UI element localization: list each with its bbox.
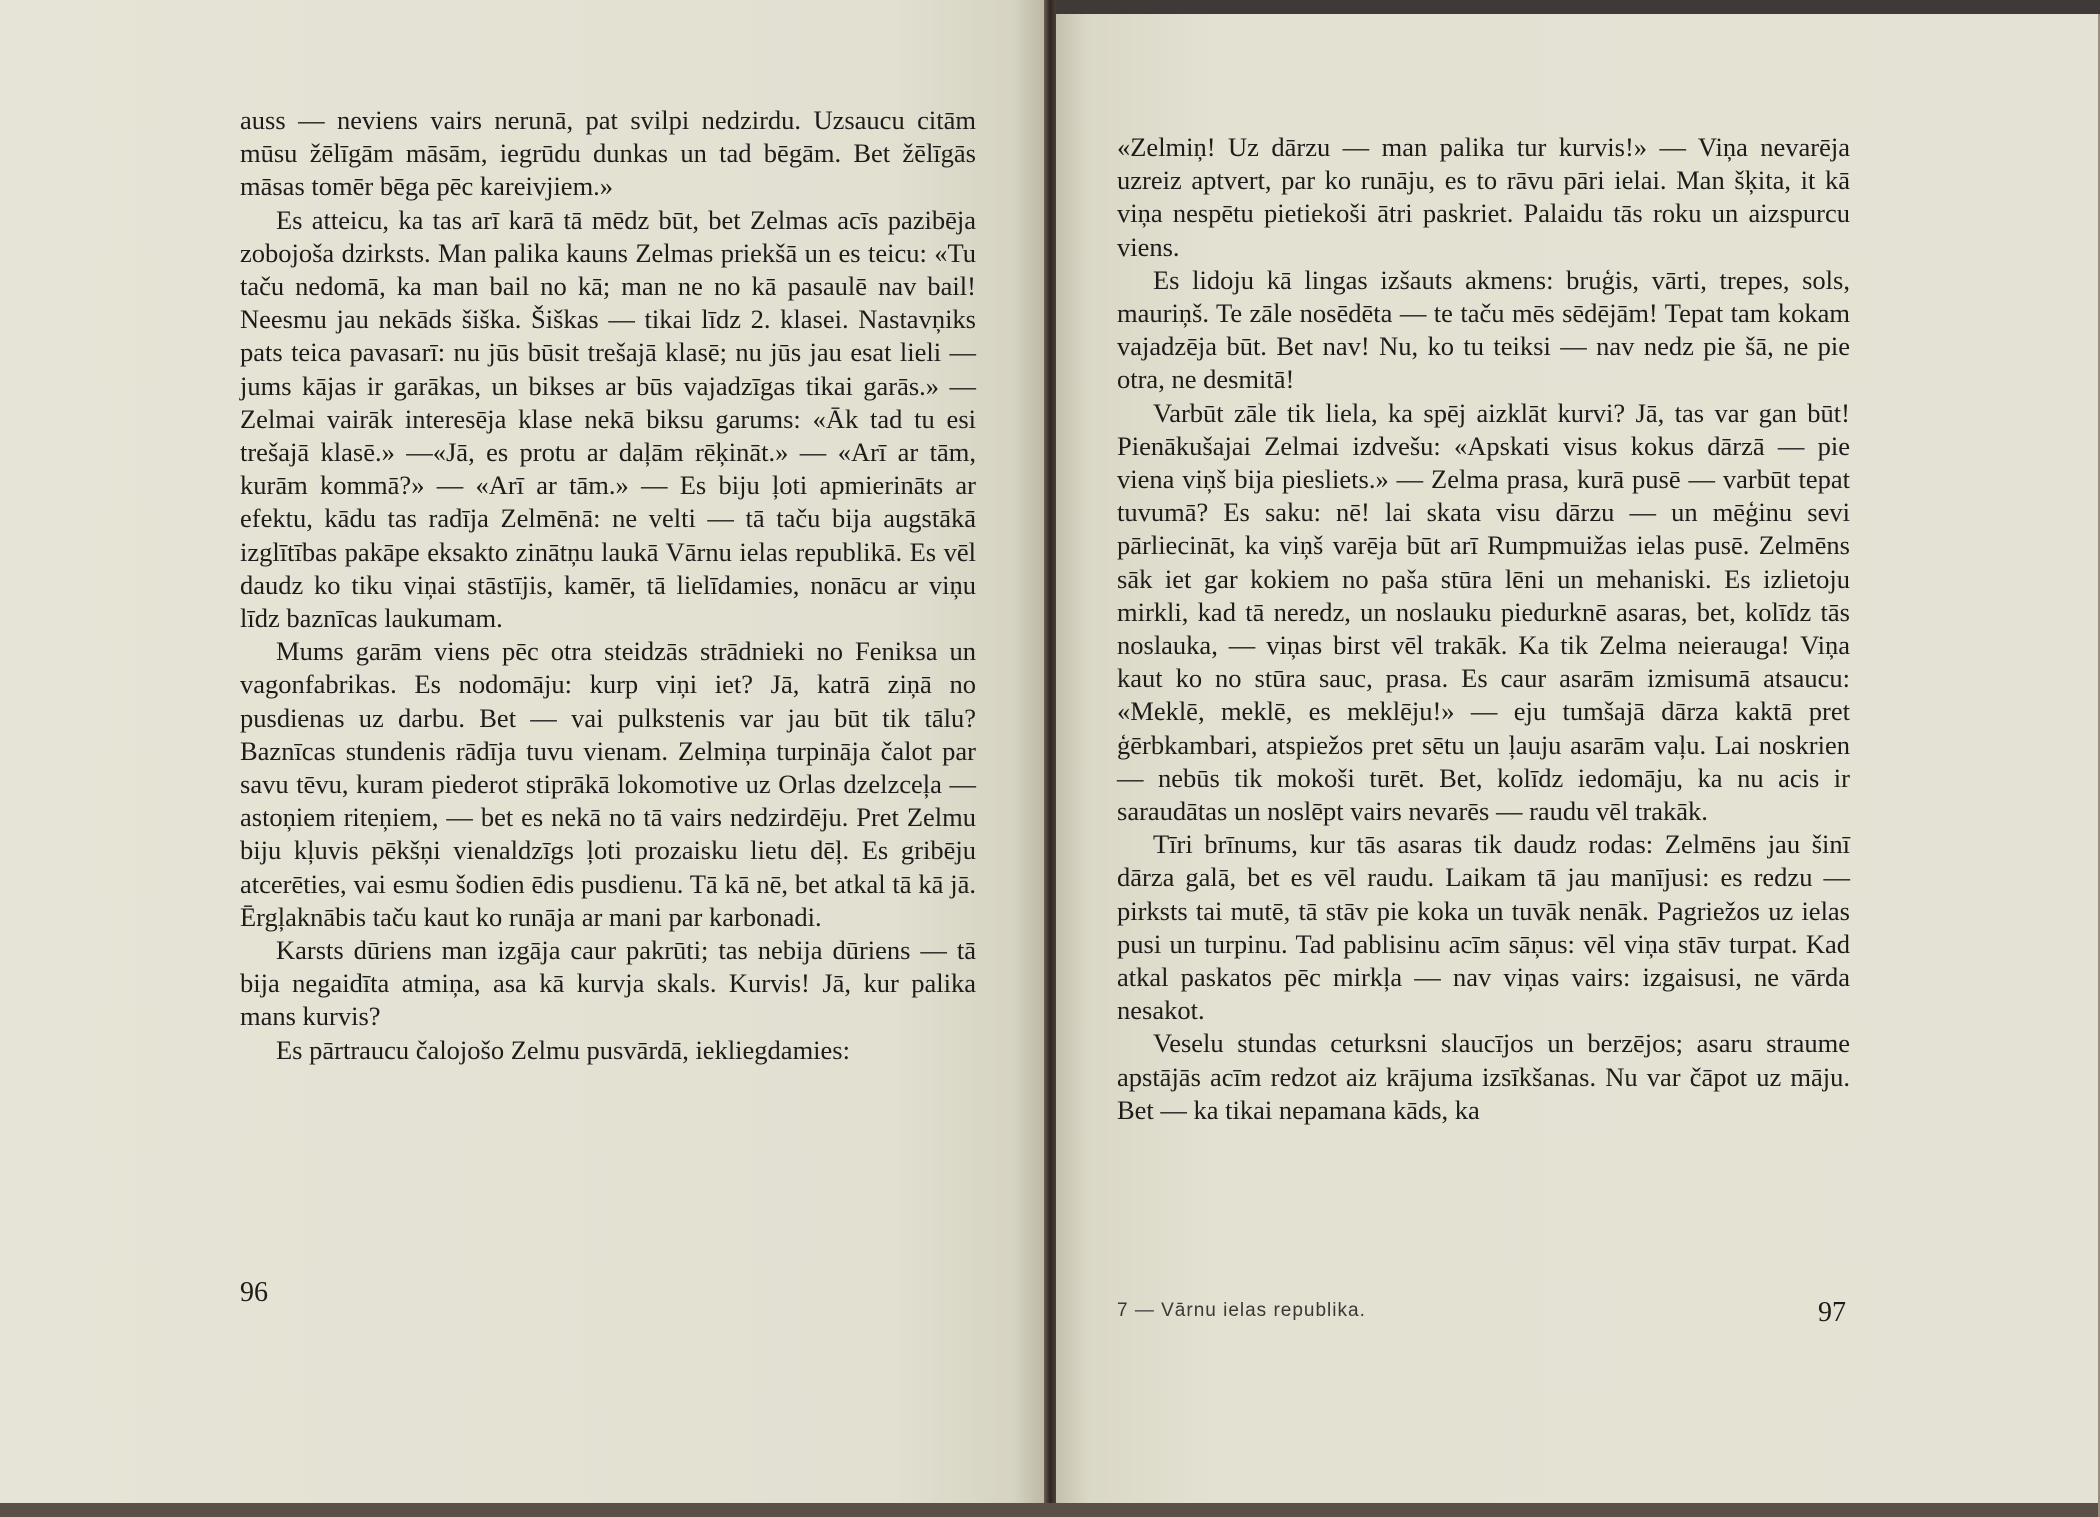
paragraph: Karsts dūriens man izgāja caur pakrūti; tas nebija dūriens — tā bija negaidīta atmiņa, asa kā kurvja skals. Kurvis! Jā, kur palika mans kurvis?	[240, 935, 976, 1032]
paragraph: Tīri brīnums, kur tās asaras tik daudz rodas: Zelmēns jau šinī dārza galā, bet es vēl raudu. Laikam tā jau manījusi: es redzu — pirksts tai mutē, tā stāv pie koka un tuvāk nenāk. Pagriežos uz ielas pusi un turpinu. Tad pablisinu acīm sāņus: vēl viņa stāv turpat. Kad atkal paskatos pēc mirkļa — nav viņas vairs: izgaisusi, ne vārda nesakot.	[1117, 829, 1850, 1026]
signature-line: 7 — Vārnu ielas republika.	[1117, 1300, 1366, 1321]
paragraph: Es lidoju kā lingas izšauts akmens: bruģis, vārti, trepes, sols, mauriņš. Te zāle nosēdēta — te taču mēs sēdējām! Tepat tam kokam vajadzēja būt. Bet nav! Nu, ko tu teiksi — nav nedz pie šā, ne pie otra, ne desmitā!	[1117, 264, 1850, 395]
paragraph: Es pārtraucu čalojošo Zelmu pusvārdā, iekliegdamies:	[276, 1034, 850, 1065]
page-number-right: 97	[1818, 1297, 1846, 1328]
paragraph: Varbūt zāle tik liela, ka spēj aizklāt kurvi? Jā, tas var gan būt! Pienākušajai Zelmai izdvešu: «Apskati visus kokus dārzā — pie viena viņš bija piesliets.» — Zelma prasa, kurā pusē — varbūt tepat tuvumā? Es saku: nē! lai skata visu dārzu — un mēģinu sevi pārliecināt, ka viņš varēja būt arī Rumpmuižas ielas pusē. Zelmēns sāk iet gar kokiem no paša stūra lēni un mehaniski. Es izlietoju mirkli, kad tā neredz, un noslauku piedurknē asaras, bet, kolīdz tās noslauka, — viņas birst vēl trakāk. Ka tik Zelma neierauga! Viņa kaut ko no stūra sauc, prasa. Es caur asarām izmisumā atsaucu: «Meklē, meklē, es meklēju!» — eju tumšajā dārza kaktā pret ģērbkambari, atspiežos pret sētu un ļauju asarām vaļu. Lai noskrien — nebūs tik mokoši turēt. Bet, kolīdz iedomāju, ka nu acis ir saraudātas un noslēpt vairs nevarēs — raudu vēl trakāk.	[1117, 397, 1850, 827]
paragraph: Mums garām viens pēc otra steidzās strādnieki no Feniksa un vagonfabrikas. Es nodomāju: kurp viņi iet? Jā, katrā ziņā no pusdienas uz darbu. Bet — vai pulkstenis var jau būt tik tālu? Baznīcas stundenis rādīja tuvu vienam. Zelmiņa turpināja čalot par savu tēvu, kuram piederot stiprākā lokomotive uz Orlas dzelzceļa — astoņiem riteņiem, — bet es nekā no tā vairs nedzirdēju. Pret Zelmu biju kļuvis pēkšņi vienaldzīgs ļoti prozaisku lietu dēļ. Es gribēju atcerēties, vai esmu šodien ēdis pusdienu. Tā kā nē, bet atkal tā kā jā. Ērgļaknābis taču kaut ko runāja ar mani par karbonadi.	[240, 636, 976, 932]
paragraph: «Zelmiņ! Uz dārzu — man palika tur kurvis!» — Viņa nevarēja uzreiz aptvert, par ko runāju, es to rāvu pāri ielai. Man šķita, it kā viņa nespētu pietiekoši ātri paskriet. Palaidu tās roku un aizspurcu viens.	[1117, 132, 1850, 262]
paragraph: auss — neviens vairs nerunā, pat svilpi nedzirdu. Uzsaucu citām mūsu žēlīgām māsām, iegrūdu dunkas un tad bēgām. Bet žēlīgās māsas tomēr bēga pēc kareivjiem.»	[240, 105, 976, 202]
right-page-body	[1117, 131, 1850, 1127]
left-page	[0, 0, 1044, 1503]
paragraph: Es atteicu, ka tas arī karā tā mēdz būt, bet Zelmas acīs pazibēja zobojoša dzirksts. Man palika kauns Zelmas priekšā un es teicu: «Tu taču nedomā, ka man bail no kā; man ne no kā pasaulē nav bail! Neesmu jau nekāds šiška. Šiškas — tikai līdz 2. klasei. Nastavņiks pats teica pavasarī: nu jūs būsit trešajā klasē; nu jūs jau esat lieli — jums kājas ir garākas, un bikses ar būs vajadzīgas tikai garās.» — Zelmai vairāk interesēja klase nekā biksu garums: «Āk tad tu esi trešajā klasē.» —«Jā, es protu ar daļām rēķināt.» — «Arī ar tām, kurām kommā?» — «Arī ar tām.» — Es biju ļoti apmierināts ar efektu, kādu tas radīja Zelmēnā: ne velti — tā taču bija augstākā izglītības pakāpe eksakto zinātņu laukā Vārnu ielas republikā. Es vēl daudz ko tiku viņai stāstījis, kamēr, tā lielīdamies, nonācu ar viņu līdz baznīcas laukumam.	[240, 204, 976, 634]
page-number-left: 96	[240, 1277, 268, 1308]
book-gutter	[1044, 0, 1056, 1503]
left-page-body	[240, 104, 976, 1067]
paragraph: Veselu stundas ceturksni slaucījos un berzējos; asaru straume apstājās acīm redzot aiz krājuma izsīkšanas. Nu var čāpot uz māju. Bet — ka tikai nepamana kāds, ka	[1117, 1028, 1850, 1125]
